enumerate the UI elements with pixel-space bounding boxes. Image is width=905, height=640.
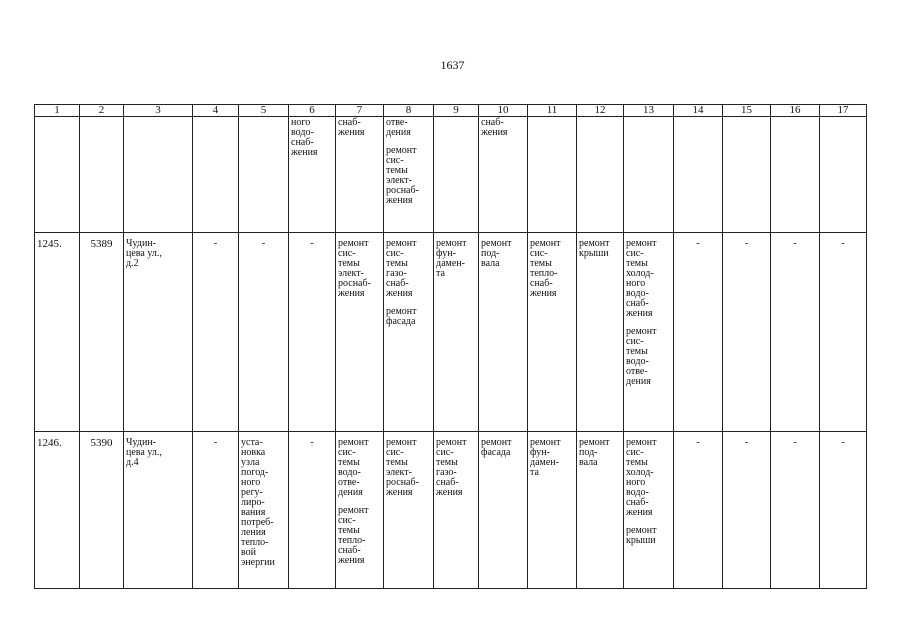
table-cell: [771, 117, 820, 233]
table-cell: [479, 117, 528, 233]
cell-text: ремонт сис- темы тепло- снаб- жения: [530, 238, 561, 299]
table-cell: -: [723, 233, 771, 432]
table-cell: [624, 117, 674, 233]
table-cell: [384, 117, 434, 233]
table-cell: [289, 117, 336, 233]
table-cell: [80, 117, 124, 233]
table-cell: [577, 233, 624, 432]
table-cell: [193, 117, 239, 233]
cell-text: ремонт крыши: [626, 525, 657, 546]
table-cell: -: [771, 233, 820, 432]
cell-text: ремонт фун- дамен- та: [530, 437, 561, 478]
table-cell: [434, 432, 479, 589]
table-cell: [577, 117, 624, 233]
table-cell: -: [771, 432, 820, 589]
table-cell: [384, 233, 434, 432]
table-cell: [239, 432, 289, 589]
table-cell: [336, 432, 384, 589]
cell-text: ремонт сис- темы элект- роснаб- жения: [338, 238, 371, 299]
table-row-1245: [35, 233, 867, 432]
col-header-1: 1: [35, 105, 80, 117]
table-cell: -: [289, 432, 336, 589]
table-cell: -: [193, 432, 239, 589]
table-cell: -: [723, 432, 771, 589]
cell-text: ремонт сис- темы газо- снаб- жения: [436, 437, 467, 498]
table-cell: -: [820, 233, 867, 432]
col-header-14: 14: [674, 105, 723, 117]
table-cell: [479, 432, 528, 589]
address-cell: [124, 432, 193, 589]
cell-text: ремонт сис- темы водо- отве- дения: [626, 326, 657, 387]
table-row-1246: [35, 432, 867, 589]
table-cell: -: [674, 233, 723, 432]
col-header-17: 17: [820, 105, 867, 117]
table-cell: [336, 117, 384, 233]
address-cell: [124, 233, 193, 432]
repair-schedule-table: [34, 104, 867, 589]
cell-text: ремонт сис- темы холод- ного водо- снаб- жения: [626, 437, 657, 518]
col-header-5: 5: [239, 105, 289, 117]
cell-text: ремонт под- вала: [579, 437, 610, 468]
col-header-9: 9: [434, 105, 479, 117]
table-cell: -: [820, 432, 867, 589]
cell-text: отве- дения: [386, 117, 411, 138]
table-cell: [336, 233, 384, 432]
cell-text: ремонт под- вала: [481, 238, 512, 269]
table-cell: [434, 117, 479, 233]
table-cell: [35, 117, 80, 233]
cell-text: ремонт фун- дамен- та: [436, 238, 467, 279]
table-cell: [384, 432, 434, 589]
cell-text: снаб- жения: [481, 117, 508, 138]
col-header-8: 8: [384, 105, 434, 117]
row-number: 1245.: [35, 233, 80, 432]
col-header-13: 13: [624, 105, 674, 117]
table-cell: [528, 432, 577, 589]
table-cell: [479, 233, 528, 432]
row-number: 1246.: [35, 432, 80, 589]
col-header-7: 7: [336, 105, 384, 117]
col-header-12: 12: [577, 105, 624, 117]
table-cell: [528, 233, 577, 432]
table-cell: -: [193, 233, 239, 432]
table-cell: -: [674, 432, 723, 589]
col-header-11: 11: [528, 105, 577, 117]
record-id: 5389: [80, 233, 124, 432]
page-number: 1637: [440, 58, 465, 72]
cell-text: снаб- жения: [338, 117, 365, 138]
cell-text: ремонт крыши: [579, 238, 610, 259]
table-row-continuation: [35, 117, 867, 233]
table-cell: [723, 117, 771, 233]
table-cell: [624, 432, 674, 589]
table-cell: [434, 233, 479, 432]
col-header-4: 4: [193, 105, 239, 117]
table-cell: [820, 117, 867, 233]
col-header-15: 15: [723, 105, 771, 117]
table-cell: [674, 117, 723, 233]
cell-text: ремонт фасада: [481, 437, 512, 458]
cell-text: Чудин- цева ул., д.2: [126, 238, 162, 269]
col-header-2: 2: [80, 105, 124, 117]
table-cell: [577, 432, 624, 589]
record-id: 5390: [80, 432, 124, 589]
col-header-6: 6: [289, 105, 336, 117]
col-header-3: 3: [124, 105, 193, 117]
table-cell: -: [239, 233, 289, 432]
cell-text: ремонт сис- темы тепло- снаб- жения: [338, 505, 369, 566]
table-cell: -: [289, 233, 336, 432]
col-header-10: 10: [479, 105, 528, 117]
table-cell: [124, 117, 193, 233]
cell-text: ремонт сис- темы элект- роснаб- жения: [386, 437, 419, 498]
cell-text: ремонт сис- темы газо- снаб- жения: [386, 238, 417, 299]
table-cell: [239, 117, 289, 233]
table-cell: [528, 117, 577, 233]
table-cell: [624, 233, 674, 432]
cell-text: ремонт сис- темы холод- ного водо- снаб- жения: [626, 238, 657, 319]
cell-text: Чудин- цева ул., д.4: [126, 437, 162, 468]
col-header-16: 16: [771, 105, 820, 117]
cell-text: ремонт фасада: [386, 306, 417, 327]
cell-text: ного водо- снаб- жения: [291, 117, 318, 158]
cell-text: ремонт сис- темы элект- роснаб- жения: [386, 145, 419, 206]
cell-text: уста- новка узла погод- ного регу- лиро- вания потреб- ления тепло- вой энергии: [241, 437, 275, 568]
column-number-row: [35, 105, 867, 117]
cell-text: ремонт сис- темы водо- отве- дения: [338, 437, 369, 498]
